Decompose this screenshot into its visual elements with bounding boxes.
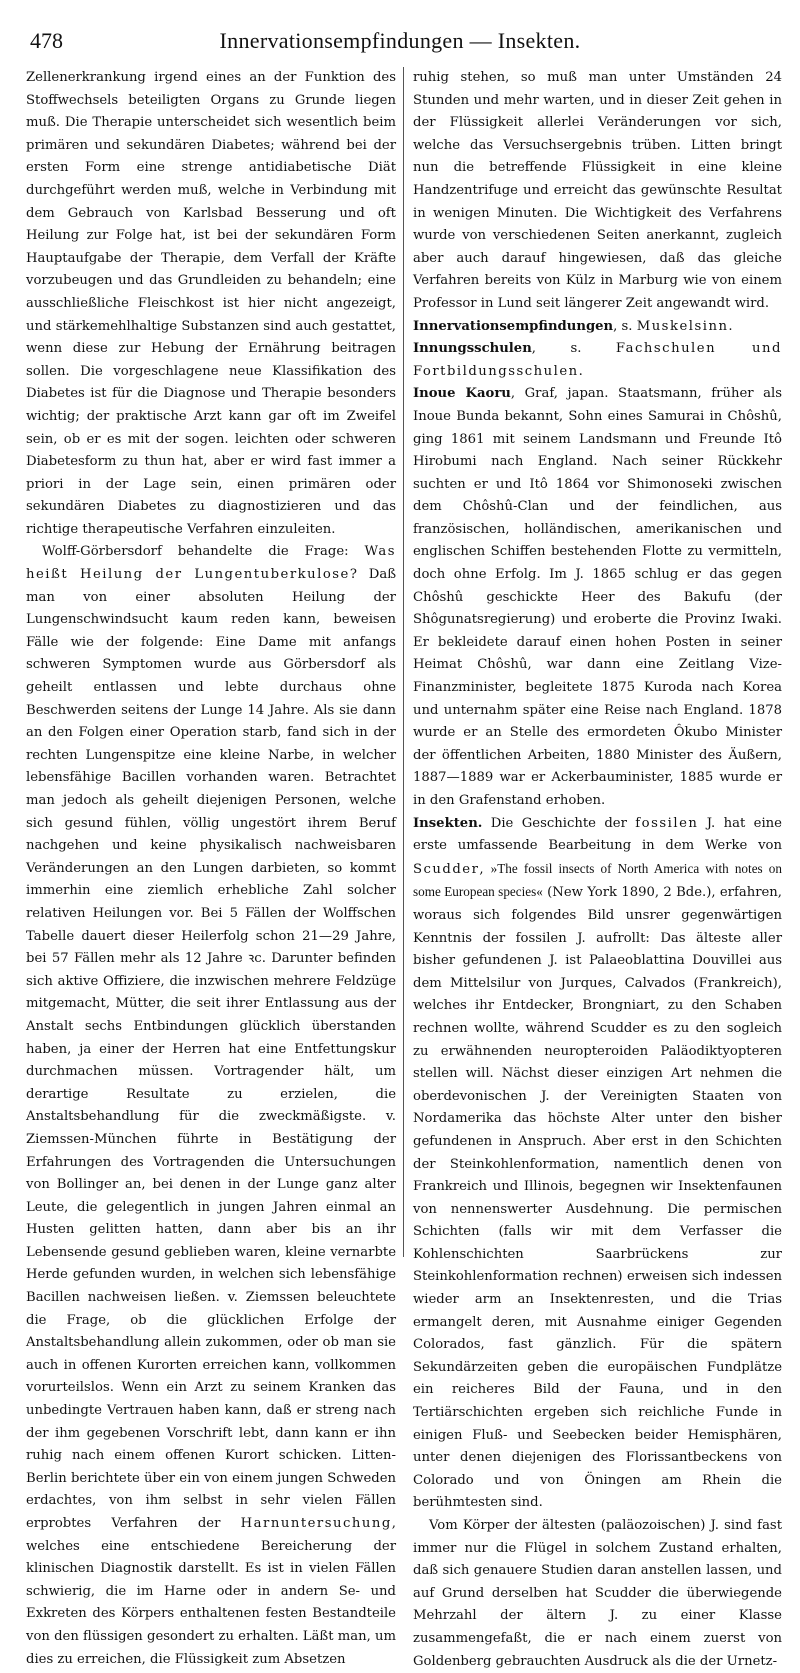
left-column (26, 67, 397, 1667)
diabetes-paragraph: Zellenerkrankung irgend eines an der Funktion des Stoffwechsels beteiligten Organs zu Grunde liegen muß. Die Therapie unterscheidet sich wesentlich beim primären und sekundären Diabetes; während bei der ersten Form eine strenge antidiabetische Diät durchgeführt werden muß, welche in Verbindung mit dem Gebrauch von Karlsbad Besserung und oft Heilung zur Folge hat, ist bei der sekundären Form Hauptaufgabe der Therapie, dem Verfall der Kräfte vorzubeugen und das Grundleiden zu behandeln; eine ausschließliche Fleischkost ist hier nicht angezeigt, und stärkemehlhaltige Substanzen sind auch gestattet, wenn diese zur Hebung der Ernährung beitragen sollen. Die vorgeschlagene neue Klassifikation des Diabetes ist für die Diagnose und Therapie besonders wichtig; der praktische Arzt kann gar oft im Zweifel sein, ob er es mit der sogen. leichten oder schweren Diabetesform zu thun hat, aber er wird fast immer a priori in der Lage sein, einen primären oder sekundären Diabetes zu diagnostizieren und das richtige therapeutische Verfahren einzuleiten. (26, 70, 396, 537)
insekten-body-paragraph: Vom Körper der ältesten (paläozoischen) J. sind fast immer nur die Flügel in solchem Zustand erhalten, daß sich genauere Studien daran anstellen lassen, und auf Grund derselben hat Scudder die überwiegende Mehrzahl der ältern J. zu einer Klasse zusammengefaßt, die er nach einem zuerst von Goldenberg gebrauchten Ausdruck als die der Urnetz- (413, 1518, 782, 1669)
emphasized-question: Was heißt Heilung der Lungentuberkulose? (26, 544, 396, 583)
paragraph-text: Daß man von einer absoluten Heilung der Lungenschwindsucht kaum reden kann, beweisen Fälle wie der folgende: Eine Dame mit anfangs schweren Symptomen wurde aus Görbersdorf als geheilt entlassen und lebte durchaus ohne Beschwerden seitens der Lunge 14 Jahre. Als sie dann an den Folgen einer Operation starb, fand sich in der rechten Lungenspitze eine kleine Narbe, in welcher lebensfähige Bacillen vorhanden waren. Betrachtet man jedoch als geheilt diejenigen Personen, welche sich gesund fühlen, völlig ungestört ihrem Beruf nachgehen und keine physikalisch nachweisbaren Veränderungen an den Lungen darbieten, so kommt immerhin eine ziemlich erhebliche Zahl solcher relativen Heilungen vor. Bei 5 Fällen der Wolffschen Tabelle dauert dieser Heilerfolg schon 21—29 Jahre, bei 57 Fällen mehr als 12 Jahre ꝛc. Darunter befinden sich aktive Offiziere, die inzwischen mehrere Feldzüge mitgemacht, Mütter, die seit ihrer Entlassung aus der Anstalt sechs Entbindungen glücklich überstanden haben, ja einer der Herren hat eine Entfettungskur durchmachen müssen. Vortragender hält, um derartige Resultate zu erzielen, die Anstaltsbehandlung für die zweckmäßigste. v. Ziemssen-München führte in Bestätigung der Erfahrungen des Vortragenden die Untersuchungen von Bollinger an, bei denen in der Lunge ganz alter Leute, die gelegentlich in jungen Jahren einmal an Husten gelitten hatten, dann aber bis an ihr Lebensende gesund geblieben waren, kleine vernarbte Herde gefunden wurden, in welchen sich lebensfähige Bacillen nachweisen ließen. v. Ziemssen beleuchtete die Frage, ob die glücklichen Erfolge der Anstaltsbehandlung allein zukommen, oder ob man sie auch in offenen Kurorten erreichen kann, vollkommen vorurteilslos. Wenn ein Arzt zu seinem Kranken das unbedingte Vertrauen haben kann, daß er streng nach der ihm gegebenen Vorschrift lebt, dann kann er ihn ruhig nach einem offenen Kurort schicken. Litten-Berlin berichtete über ein von einem jungen Schweden erdachtes, von ihm selbst in sehr vielen Fällen erprobtes Verfahren der (26, 567, 397, 1531)
author-name: Scudder (413, 861, 480, 877)
running-head: Innervationsempfindungen — Insekten. (219, 28, 581, 53)
paragraph-text: Wolff-Görbersdorf behandelte die Frage: (42, 544, 365, 560)
entry-headword: Innervationsempfindungen (413, 318, 614, 334)
entry-text: , s. (531, 341, 616, 357)
paragraph-text: , welches eine entschiedene Bereicherung der klinischen Diagnostik darstellt. Es ist in vielen Fällen schwierig, die im Harne oder in andern Se- und Exkreten des Körpers enthaltenen festen Bestandteile von den flüssigen gesondert zu erhalten. Läßt man, um dies zu erreichen, die Flüssigkeit zum Absetzen (26, 1516, 396, 1667)
right-column (413, 67, 783, 1669)
tuberculosis-paragraph (26, 541, 396, 1671)
page-header (24, 6, 776, 53)
entry-innungsschulen (413, 338, 782, 383)
entry-insekten (413, 813, 782, 1515)
page-number: 478 (30, 28, 63, 53)
column-divider (403, 67, 404, 1257)
entry-innervationsempfindungen (413, 316, 782, 339)
entry-inoue-kaoru (413, 383, 782, 812)
entry-title: , Graf (510, 386, 554, 402)
entry-text: , (479, 861, 491, 877)
entry-text: J. hat eine erste umfassende Bearbeitung in dem Werke von (413, 815, 782, 854)
entry-headword: Innungsschulen (413, 341, 532, 357)
emphasized-term: fossilen (635, 815, 699, 831)
entry-text: (New York 1890, 2 Bde.), erfahren, woraus sich folgendes Bild unsrer gegenwärtigen Kenntnis der fossilen J. aufrollt: Das älteste aller bisher gefundenen J. ist Palaeoblattina Douvillei aus dem Mittelsilur von Jurques, Calvados (Frankreich), welches ihr Entdecker, Brongniart, zu den Schaben rechnen wollte, während Scudder es zu den sogleich zu erwähnenden neuropteroiden Paläodiktyopteren stellen will. Nächst dieser einzigen Art nehmen die oberdevonischen J. der Vereinigten Staaten von Nordamerika das höchste Alter unter den bisher gefundenen in Anspruch. Aber erst in den Schichten der Steinkohlenformation, namentlich denen von Frankreich und Illinois, begegnen wir Insektenfaunen von nennenswerter Ausdehnung. Die permischen Schichten (falls wir mit dem Verfasser die Kohlenschichten Saarbrückens zur Steinkohlenformation rechnen) erweisen sich indessen wieder arm an Insektenresten, und die Trias ermangelt deren, mit Ausnahme einiger Gegenden Colorados, fast gänzlich. Für die spätern Sekundärzeiten geben die europäischen Fundplätze ein reicheres Bild der Fauna, und in den Tertiärschichten ergeben sich reichliche Funde in einigen Fluß- und Seebecken beider Hemisphären, unter denen diejenigen des Florissantbeckens von Colorado und von Öningen am Rhein die berühmtesten sind. (413, 885, 782, 1511)
cross-reference: Fachschulen und Fortbildungsschulen. (413, 341, 782, 379)
entry-headword: Inoue Kaoru (413, 386, 511, 402)
entry-text: , s. (613, 318, 637, 334)
emphasized-term: Harnuntersuchung (240, 1516, 392, 1531)
book-title: »The fossil insects of North America with notes on some European species« (413, 860, 782, 900)
cross-reference: Muskelsinn. (636, 318, 735, 334)
entry-headword: Insekten. (413, 815, 483, 831)
entry-text: Die Geschichte der (482, 815, 636, 831)
entry-text: , japan. Staatsmann, früher als Inoue Bunda bekannt, Sohn eines Samurai in Chôshû, ging 1861 mit seinem Landsmann und Freunde Itô Hirobumi nach England. Nach seiner Rückkehr suchten er und Itô 1864 vor Shimonoseki zwischen dem Chôshû-Clan und der feindlichen, aus französischen, holländischen, amerikanischen und englischen Schiffen bestehenden Flotte zu vermitteln, doch ohne Erfolg. Im J. 1865 schlug er das gegen Chôshû geschickte Heer des Bakufu (der Shôgunatsregierung) und eroberte die Provinz Iwaki. Er bekleidete darauf einen hohen Posten in seiner Heimat Chôshû, war dann eine Zeitlang Vize-Finanzminister, begleitete 1875 Kuroda nach Korea und unternahm später eine Reise nach England. 1878 wurde er an Stelle des ermordeten Ôkubo Minister der öffentlichen Arbeiten, 1880 Minister des Äußern, 1887—1889 war er Ackerbauminister, 1885 wurde er in den Grafenstand erhoben. (413, 386, 783, 808)
continuation-paragraph: ruhig stehen, so muß man unter Umständen 24 Stunden und mehr warten, und in dieser Zeit gehen in der Flüssigkeit allerlei Veränderungen vor sich, welche das Versuchsergebnis trüben. Litten bringt nun die betreffende Flüssigkeit in eine kleine Handzentrifuge und erreicht das gewünschte Resultat in wenigen Minuten. Die Wichtigkeit des Verfahrens wurde von verschiedenen Seiten anerkannt, zugleich aber auch darauf hingewiesen, daß das gleiche Verfahren bereits von Külz in Marburg wie von einem Professor in Lund seit längerer Zeit angewandt wird. (413, 70, 782, 311)
